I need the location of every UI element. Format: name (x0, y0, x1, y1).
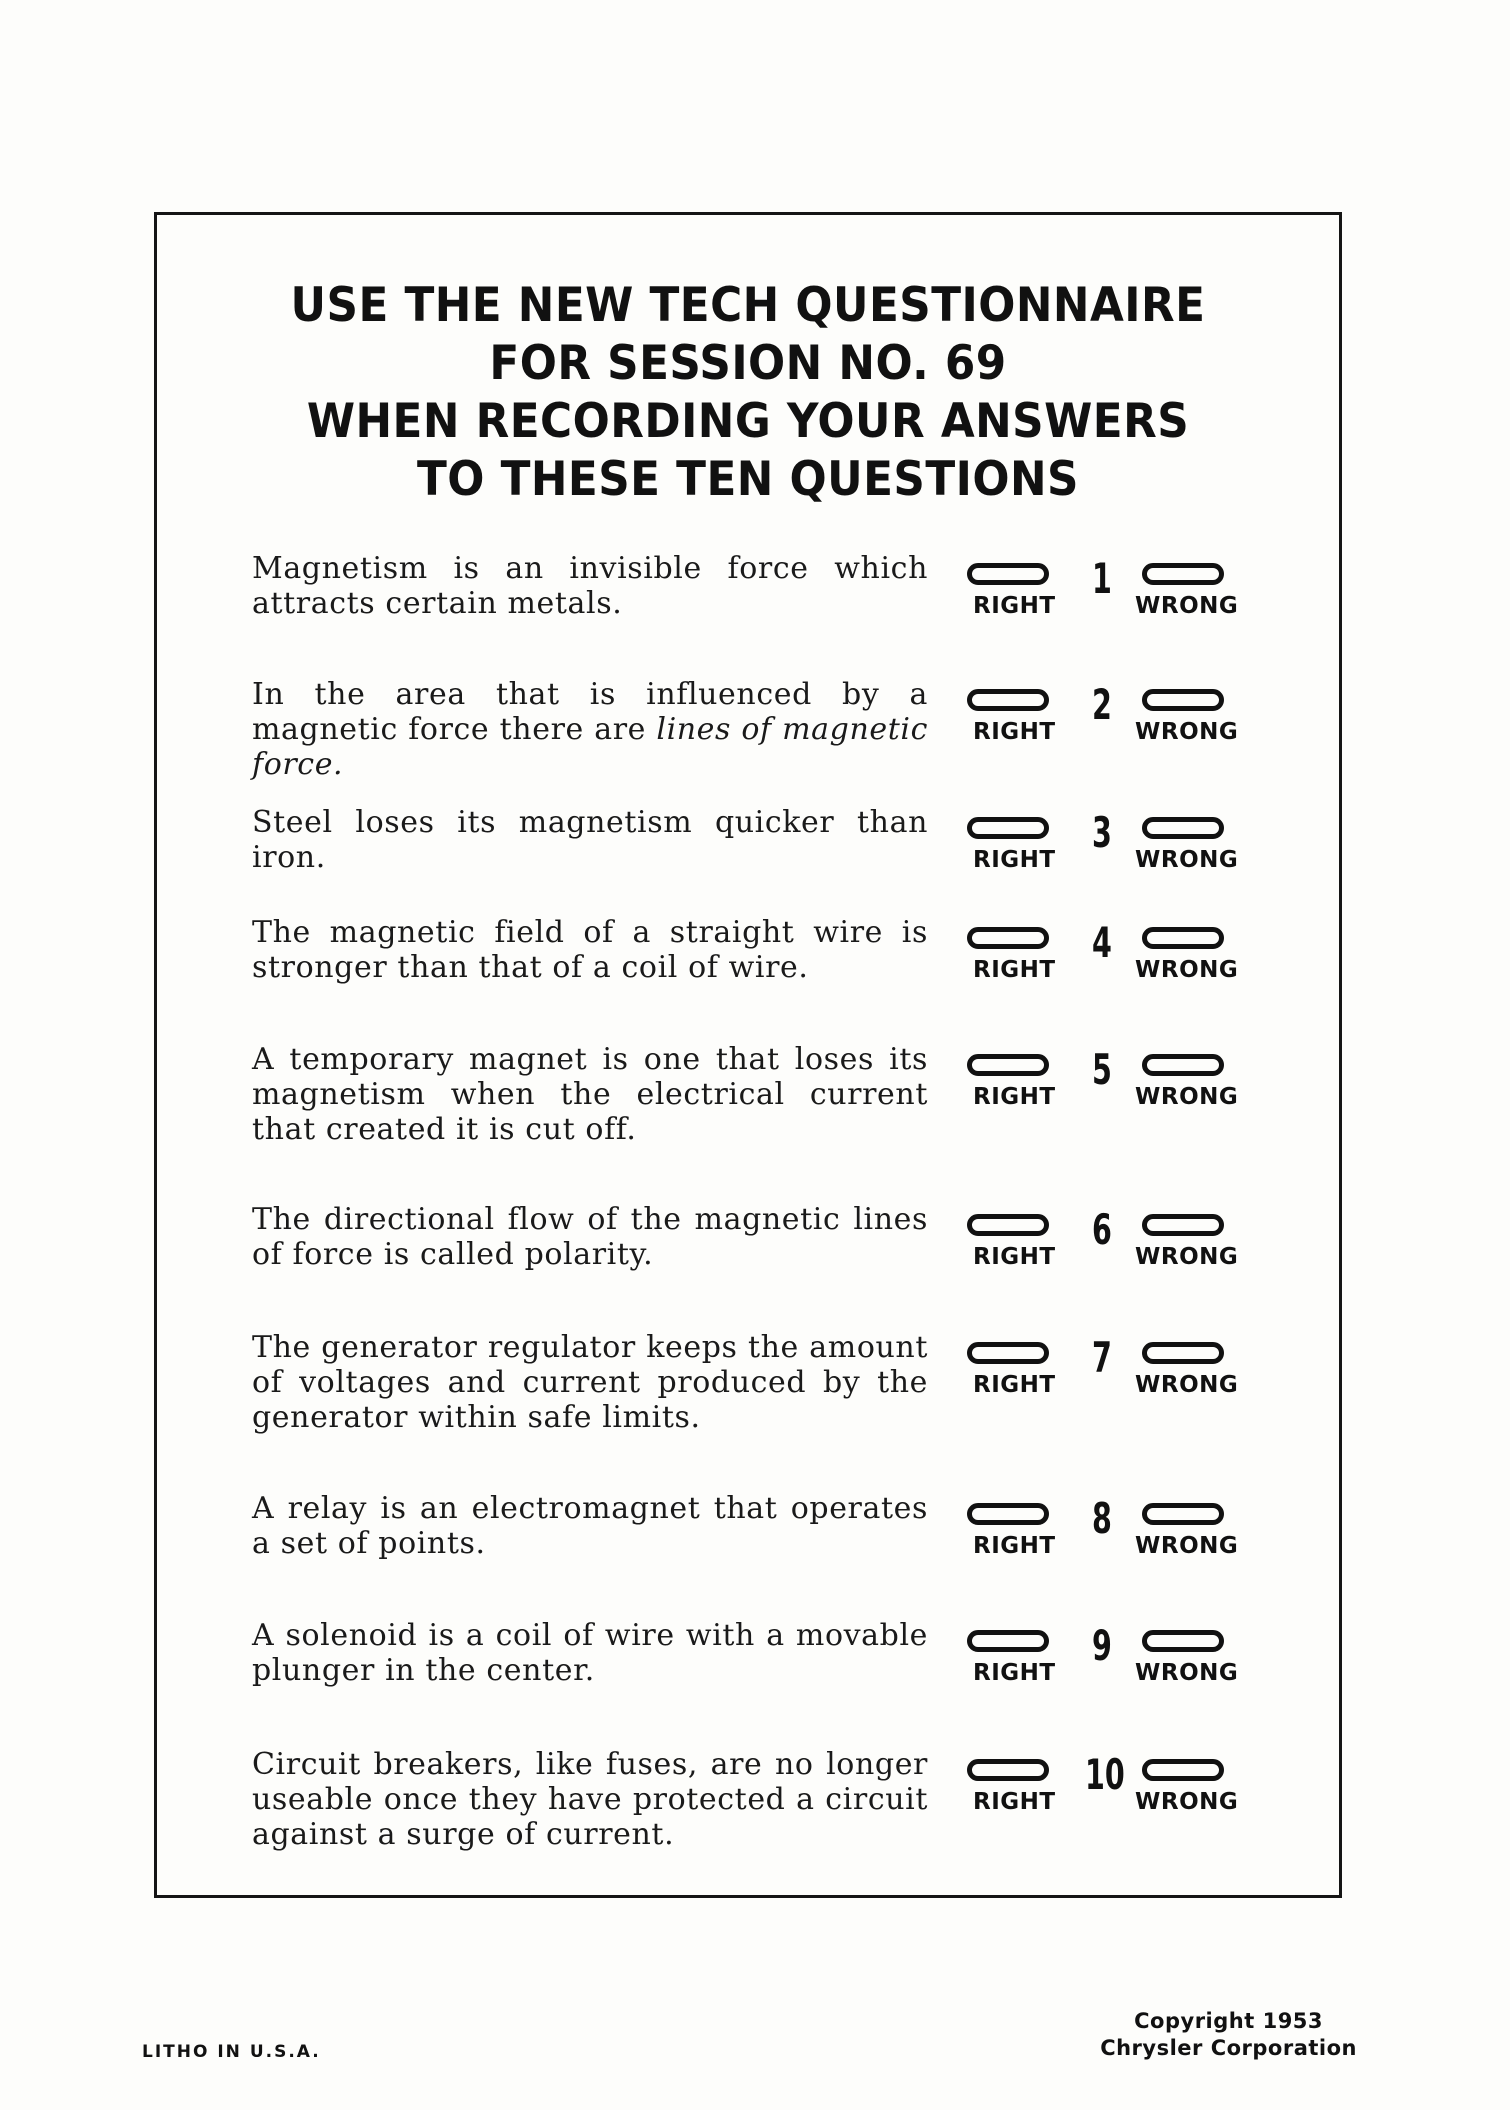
heading-line-4: TO THESE TEN QUESTIONS (416, 452, 1079, 507)
right-answer-oval[interactable] (967, 927, 1049, 949)
question-number: 8 (1092, 1494, 1112, 1543)
right-label: RIGHT (973, 719, 1056, 745)
wrong-answer-oval[interactable] (1142, 817, 1224, 839)
wrong-answer-oval[interactable] (1142, 1342, 1224, 1364)
wrong-label: WRONG (1135, 719, 1239, 745)
question-7 (157, 1330, 1339, 1450)
question-6 (157, 1202, 1339, 1322)
question-text-roman: In the area that is influenced by a magnetic force there are (252, 677, 928, 747)
question-9 (157, 1618, 1339, 1738)
heading-line-1: USE THE NEW TECH QUESTIONNAIRE (290, 278, 1206, 333)
right-answer-oval[interactable] (967, 817, 1049, 839)
right-label: RIGHT (973, 1372, 1056, 1398)
question-number: 9 (1092, 1621, 1112, 1670)
right-label: RIGHT (973, 1789, 1056, 1815)
question-3 (157, 805, 1339, 925)
wrong-label: WRONG (1135, 1372, 1239, 1398)
right-label: RIGHT (973, 593, 1056, 619)
question-2 (157, 677, 1339, 797)
question-text: Steel loses its magnetism quicker than iron. (252, 805, 928, 875)
right-answer-oval[interactable] (967, 1342, 1049, 1364)
wrong-answer-oval[interactable] (1142, 1214, 1224, 1236)
right-answer-oval[interactable] (967, 1503, 1049, 1525)
question-number: 1 (1092, 554, 1112, 603)
question-number: 2 (1092, 680, 1112, 729)
question-text (252, 677, 928, 782)
questionnaire-box (154, 212, 1342, 1898)
heading-line-3: WHEN RECORDING YOUR ANSWERS (306, 394, 1190, 449)
right-answer-oval[interactable] (967, 1630, 1049, 1652)
question-text: Circuit breakers, like fuses, are no longer useable once they have protected a circuit against a surge of current. (252, 1747, 928, 1852)
copyright-line-2: Chrysler Corporation (1100, 2036, 1357, 2060)
wrong-answer-oval[interactable] (1142, 1054, 1224, 1076)
question-number: 5 (1092, 1045, 1112, 1094)
right-answer-oval[interactable] (967, 689, 1049, 711)
wrong-answer-oval[interactable] (1142, 1759, 1224, 1781)
wrong-label: WRONG (1135, 1084, 1239, 1110)
right-label: RIGHT (973, 1084, 1056, 1110)
wrong-label: WRONG (1135, 1533, 1239, 1559)
right-label: RIGHT (973, 1533, 1056, 1559)
question-4 (157, 915, 1339, 1035)
question-text: The magnetic field of a straight wire is stronger than that of a coil of wire. (252, 915, 928, 985)
wrong-label: WRONG (1135, 1244, 1239, 1270)
right-label: RIGHT (973, 1244, 1056, 1270)
question-text: The directional flow of the magnetic lines of force is called polarity. (252, 1202, 928, 1272)
question-number: 4 (1092, 918, 1112, 967)
right-label: RIGHT (973, 1660, 1056, 1686)
right-label: RIGHT (973, 847, 1056, 873)
wrong-answer-oval[interactable] (1142, 689, 1224, 711)
question-number: 3 (1092, 808, 1112, 857)
question-5 (157, 1042, 1339, 1162)
wrong-answer-oval[interactable] (1142, 927, 1224, 949)
litho-notice: LITHO IN U.S.A. (142, 2042, 321, 2062)
right-answer-oval[interactable] (967, 563, 1049, 585)
wrong-answer-oval[interactable] (1142, 563, 1224, 585)
instructions-heading (198, 277, 1297, 509)
wrong-label: WRONG (1135, 1660, 1239, 1686)
question-8 (157, 1491, 1339, 1611)
wrong-label: WRONG (1135, 847, 1239, 873)
right-answer-oval[interactable] (967, 1054, 1049, 1076)
wrong-label: WRONG (1135, 957, 1239, 983)
question-text: A temporary magnet is one that loses its magnetism when the electrical current that created it is cut off. (252, 1042, 928, 1147)
wrong-answer-oval[interactable] (1142, 1503, 1224, 1525)
wrong-label: WRONG (1135, 593, 1239, 619)
question-text-italic: lines of magnetic force. (252, 712, 928, 782)
wrong-label: WRONG (1135, 1789, 1239, 1815)
question-text: A relay is an electromagnet that operates a set of points. (252, 1491, 928, 1561)
right-answer-oval[interactable] (967, 1214, 1049, 1236)
question-number: 6 (1092, 1205, 1112, 1254)
wrong-answer-oval[interactable] (1142, 1630, 1224, 1652)
question-text: The generator regulator keeps the amount of voltages and current produced by the generator within safe limits. (252, 1330, 928, 1435)
question-number: 7 (1092, 1333, 1112, 1382)
copyright-line-1: Copyright 1953 (1134, 2009, 1324, 2033)
question-text: Magnetism is an invisible force which attracts certain metals. (252, 551, 928, 621)
question-text: A solenoid is a coil of wire with a movable plunger in the center. (252, 1618, 928, 1688)
question-10 (157, 1747, 1339, 1867)
copyright-notice (1100, 2008, 1357, 2062)
question-1 (157, 551, 1339, 671)
right-label: RIGHT (973, 957, 1056, 983)
heading-line-2: FOR SESSION NO. 69 (489, 336, 1007, 391)
right-answer-oval[interactable] (967, 1759, 1049, 1781)
question-number: 10 (1085, 1750, 1125, 1799)
